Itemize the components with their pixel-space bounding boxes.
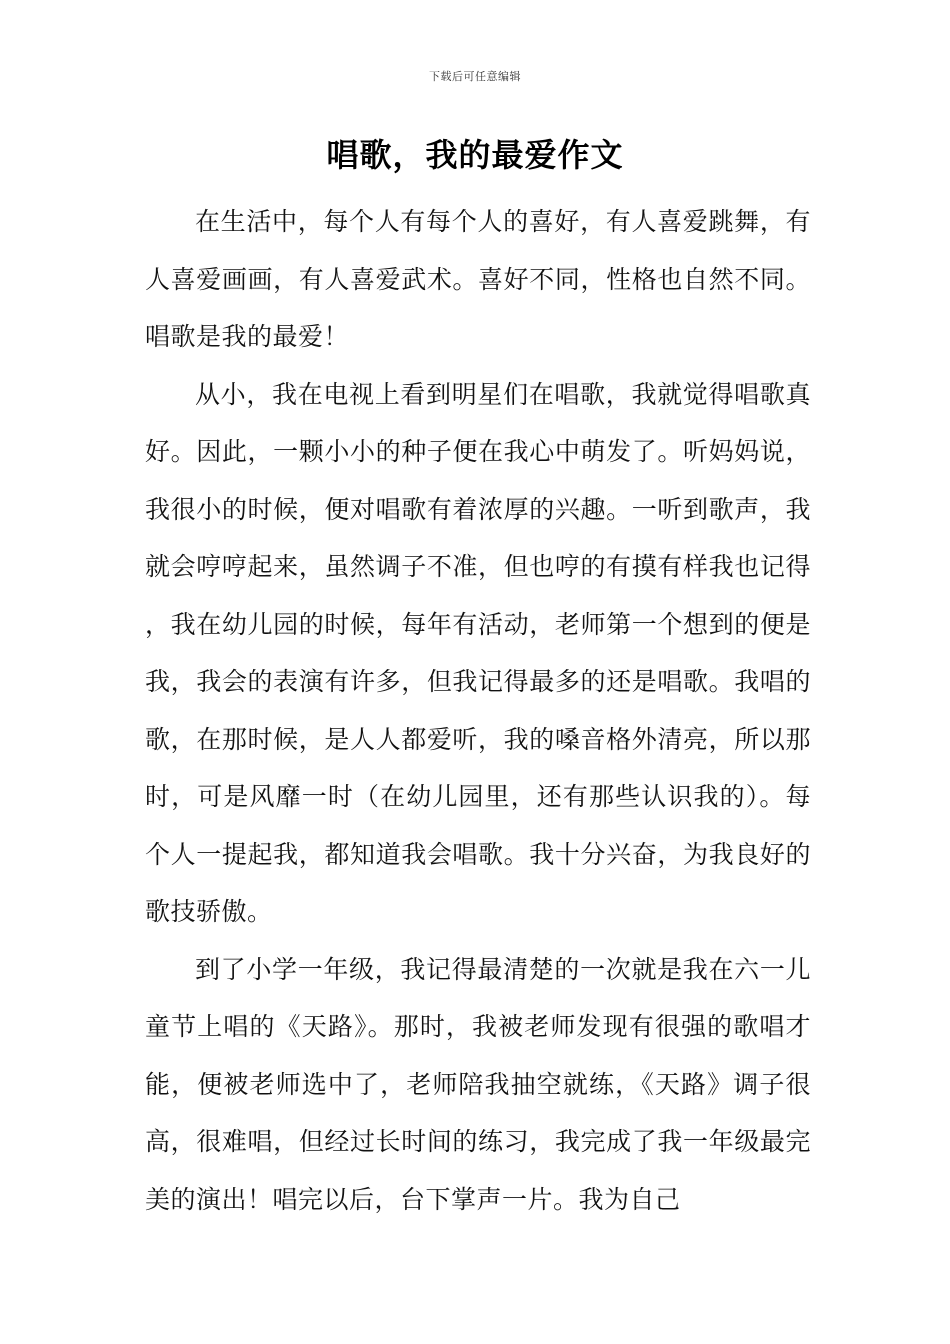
page-title: 唱歌，我的最爱作文 (326, 136, 624, 174)
paragraph-1: 在生活中，每个人有每个人的喜好，有人喜爱跳舞，有人喜爱画画，有人喜爱武术。喜好不同，性格也自然不同。唱歌是我的最爱！ (145, 207, 811, 351)
paragraph-2: 从小，我在电视上看到明星们在唱歌，我就觉得唱歌真好。因此，一颗小小的种子便在我心中萌发了。听妈妈说，我很小的时候，便对唱歌有着浓厚的兴趣。一听到歌声，我就会哼哼起来，虽然调子不准，但也哼的有摸有样我也记得，我在幼儿园的时候，每年有活动，老师第一个想到的便是我，我会的表演有许多，但我记得最多的还是唱歌。我唱的歌，在那时候，是人人都爱听，我的嗓音格外清亮，所以那时，可是风靡一时（在幼儿园里，还有那些认识我的）。每个人一提起我，都知道我会唱歌。我十分兴奋，为我良好的歌技骄傲。 (145, 379, 811, 926)
header-note: 下载后可任意编辑 (429, 70, 521, 83)
article-body (145, 193, 811, 1228)
paragraph-3: 到了小学一年级，我记得最清楚的一次就是我在六一儿童节上唱的《天路》。那时，我被老师发现有很强的歌唱才能，便被老师选中了，老师陪我抽空就练，《天路》调子很高，很难唱，但经过长时间的练习，我完成了我一年级最完美的演出！唱完以后，台下掌声一片。我为自己 (145, 954, 811, 1214)
